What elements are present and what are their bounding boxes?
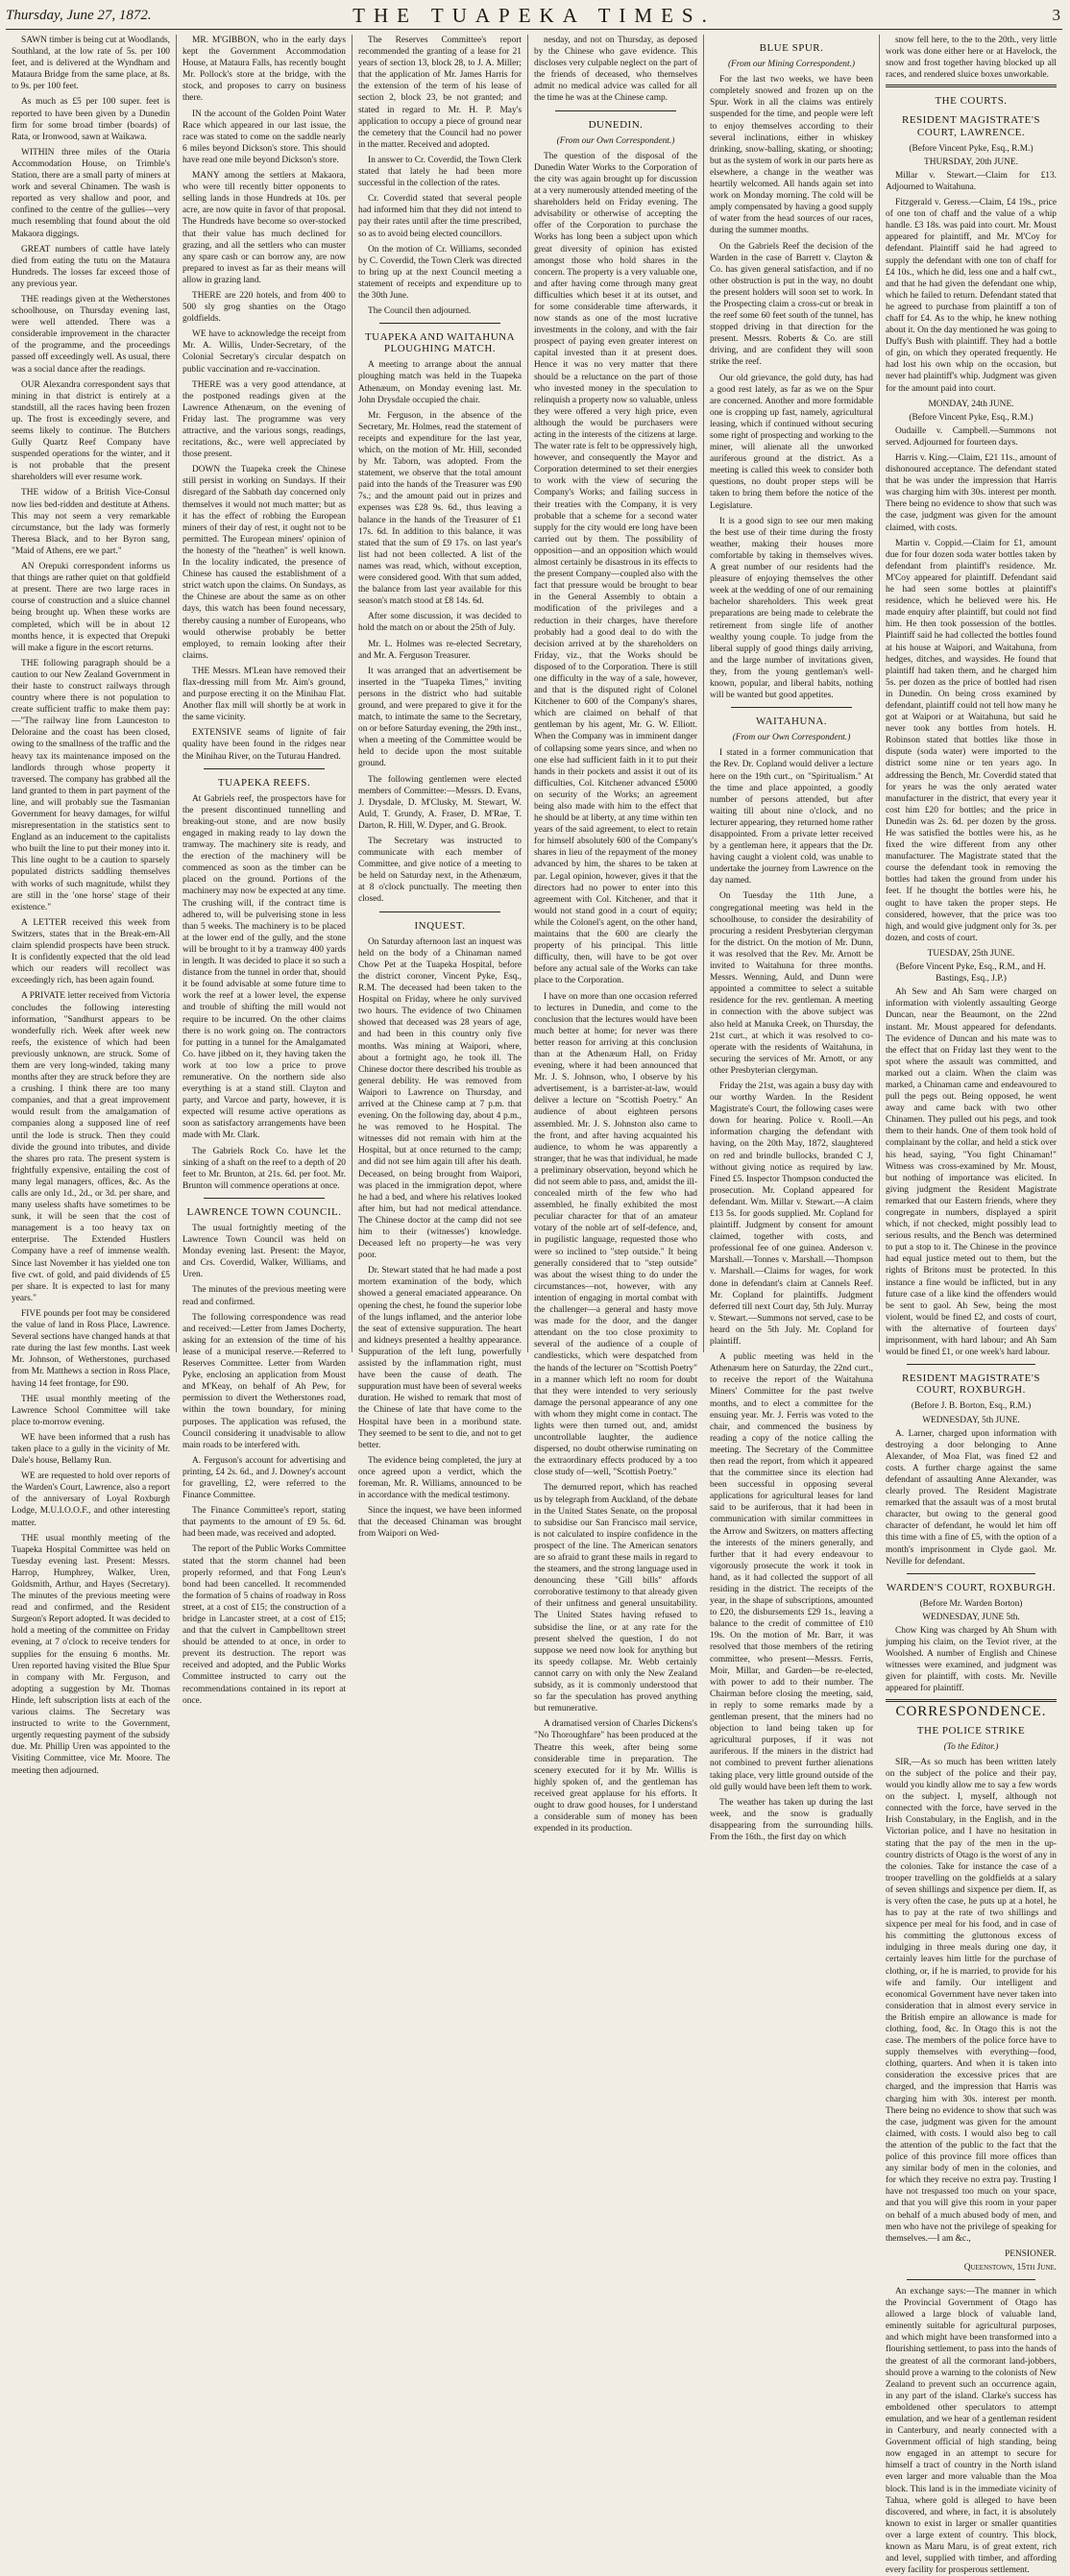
section-divider [204,768,325,769]
section-heading-reefs: TUAPEKA REEFS. [217,776,311,789]
section-heading-waitahuna: WAITAHUNA. [755,716,828,728]
letter-title: THE POLICE STRIKE [916,1724,1026,1737]
paragraph: nesday, and not on Thursday, as deposed by the Chinese who gave evidence. This discloses very culpable neglect on the part of the friends of deceased, who themselves admit no medical advice was called for all the time he was at the Chinese camp. [534,36,697,104]
paragraph: WE have to acknowledge the receipt from Mr. A. Willis, Under-Secretary, of the Colonial Secretary's circular despatch on public vaccination and re-vaccination. [182,329,346,375]
paragraph: An exchange says:—The manner in which the Provincial Government of Otago has allowed a large block of valuable land, eminently suitable for agricultural purposes, and which might have been transformed into a flourishing settlement, to pass into the hands of the greatest of all the cormorant land-jobbers, should prove a warning to the colonists of New Zealand to prevent such an occurrence again, in any part of the island. Clarke's success has emboldened other speculators to attempt emulation, and we hear of a gentleman resident in Canterbury, and nearly connected with a Government official of high standing, being now engaged in an attempt to secure for himself a tract of country in the North island even larger and more valuable than the Moa block. This land is in the immediate vicinity of Tahua, where gold is alleged to have been discovered, and where, in fact, it is absolutely known to exist in larger or smaller quantities over a large extent of country. This block, known as Maru Maru, is of great extent, rich and level, supplied with timber, and affording every facility for prosperous settlement. [886,2286,1057,2576]
article-reefs [182,793,346,1192]
paragraph: Martin v. Coppid.—Claim for £1, amount due for four dozen soda water bottles taken by defendant from plaintiff's residence. Mr. M'Coy appeared for plaintiff. Defendant said he had seen some bottles at plaintiff's residence, which he believed were his. He made enquiry after plaintiff, but could not find him. He then took possession of the bottles. Plaintiff said he had collected the bottles found at his house at Waipori, and Waitahuna, from hedges, ditches, and waysides. He found that plaintiff had taken them, and he charged him 5s. per dozen as the price of bottled had risen in Dunedin. On being cross examined by defendant, plaintiff could not tell how many he got at Waipori or at Waitahuna, but said he never took any bottles from hotels. H. Robinson stated that bottles like those in dispute (soda water) were imported to the district some nine or ten years ago. In addressing the Bench, Mr. Coverdid stated that for years he was the only aerated water manufacturer in the district, that every year it cost him £20 for bottles; and the price in Dunedin was 2s. 6d. per dozen by the gross. He was satisfied the bottles were his, as he fixed the wire different from any other manufacturer. The Magistrate stated that the course the defendant took in removing the bottles had taken the ground from under his feet. If he thought the bottles were his, he ought to have taken the proper steps. He considered, however, that the price was too high, and would give judgment only for 3s. per dozen, and costs of court. [886,538,1057,943]
court-cases [886,170,1057,395]
section-heading-council: LAWRENCE TOWN COUNCIL. [186,1205,342,1218]
section-divider [886,1699,1057,1702]
paragraph: Harris v. King.—Claim, £21 11s., amount of dishonoured acceptance. The defendant stated that he was under the impression that Harris was charging him with 30s. interest per month. There being no evidence to show that such was the case, judgment was given for the amount claimed, with costs. [886,453,1057,533]
paragraph: The Reserves Committee's report recommended the granting of a lease for 21 years of section 13, block 28, to J. A. Miller; that the application of Mr. James Harris for the extension of the term of his lease of section 2, block 23, be not granted; and stated in regard to Mr. H. P. May's application to occupy a piece of ground near the cemetery that the Council had no power in the matter. Received and adopted. [358,36,522,150]
section-heading-blue-spur: BLUE SPUR. [759,42,824,54]
article-dunedin [534,151,697,1835]
article-waitahuna [710,747,873,1843]
article-waitahuna-continued [886,35,1057,81]
byline-waitahuna: (From our Own Correspondent.) [732,733,851,743]
byline-dunedin: (From our Own Correspondent.) [556,135,675,146]
paragraph: THERE was a very good attendance, at the postponed readings given at the Lawrence Athenæum, on the evening of Friday last. The programme was very attractive, and the various songs, readings, recitations, &c., were well appreciated by those present. [182,379,346,460]
court-bench: (Before Vincent Pyke, Esq., R.M.) [909,143,1034,154]
court-date: WEDNESDAY, JUNE 5th. [922,1612,1020,1622]
paragraph: The usual fortnightly meeting of the Lawrence Town Council was held on Monday evening last. Present: the Mayor, and Crs. Coverdid, Walker, Williams, and Uren. [182,1224,346,1280]
court-heading-warden: WARDEN'S COURT, ROXBURGH. [886,1581,1057,1593]
paragraph: THE usual monthly meeting of the Tuapeka Hospital Committee was held on Tuesday evening last. Present: Messrs. Harrop, Humphrey, Walker, Uren, Goldsmith, Arthur, and Hayes (Secretary). The minutes of the previous meeting were read and confirmed, and the Resident Surgeon's Report adopted. It was decided to hold a meeting of the committee on Friday evening, at 7 o'clock to receive tenders for supplies for the ensuing 6 months. Mr. Uren reported having visited the Blue Spur in company with Mr. Ferguson, and adopting a suggestion by Mr. Thomas Hinde, left subscription lists at each of the various claims. The Secretary was instructed to write to the Government, urgently requesting payment of the subsidy due. Mr. Phillip Uren was appointed to the Visiting Committee, vice Mr. Moore. The meeting then adjourned. [12,1533,170,1776]
letter-place-date: Queenstown, 15th June. [963,2262,1057,2272]
paragraph: A. Ferguson's account for advertising and printing, £4 2s. 6d., and J. Downey's account for gravelling, £2, were referred to the Finance Committee. [182,1455,346,1501]
news-items [182,35,346,763]
court-cases [886,986,1057,1358]
paragraph: The weather has taken up during the last week, and the snow is gradually disappearing from the surrounding hills. From the 16th., the first day on which [710,1797,873,1842]
byline-blue-spur: (From our Mining Correspondent.) [727,60,856,70]
court-date: THURSDAY, 20th JUNE. [924,157,1018,167]
paragraph: On the motion of Cr. Williams, seconded by C. Coverdid, the Town Clerk was directed to bring up at the next Council meeting a statement of receipts and expenditure up to the 30th June. [358,244,522,301]
paragraph: Mr. Ferguson, in the absence of the Secretary, Mr. Holmes, read the statement of receipts and expenditure for the last year, which, on the motion of Mr. Hill, seconded by Mr. Taborn, was adopted. From the statement, we observe that the total amount paid into the hands of the Treasurer was £90 7s.; and the amount paid out in prizes and expenses was £28 9s. 6d., thus leaving a balance in the hands of the Treasurer of £1 17s. 6d. In addition to this balance, it was stated that the sum of £9 17s. on last year's list had not been collected. A list of the names was read, which, without exception, were considered good. With that sum added, the balance from last year available for this season's match stood at £8 14s. 6d. [358,410,522,607]
paragraph: IN the account of the Golden Point Water Race which appeared in our last issue, the race was stated to come on the saddle nearly 6 miles beyond Dickson's store. This should have read one mile beyond Dickson's store. [182,109,346,165]
paragraph: WE have been informed that a rush has taken place to a gully in the vicinity of Mr. Dale's house, Bellamy Run. [12,1432,170,1467]
paragraph: The Gabriels Rock Co. have let the sinking of a shaft on the reef to a depth of 20 feet to Mr. Brunton, at 21s. 6d. per foot. Mr. Brunton will commence operations at once. [182,1146,346,1191]
court-bench: (Before Vincent Pyke, Esq., R.M.) [909,412,1034,423]
paragraph: WITHIN three miles of the Otaria Accommodation House, on Trimble's Station, there are a small party of miners at work and several Chinamen. The wash is reported as very shallow and poor, and confined to the centre of the gullies—very much resembling that found about the old Makaora diggings. [12,147,170,239]
column-5 [704,35,880,1842]
court-date: TUESDAY, 25th JUNE. [927,948,1015,959]
paragraph: The following correspondence was read and received:—Letter from James Docherty, asking for an extension of the time of his lease of a municipal reserve.—Referred to Reserves Committee. Letter from Warden Pyke, enclosing an application from Moust and M'Keay, on behalf of Ah Pew, for permission to divert the Wetherstones road, within the town boundary, for mining purposes. The application was refused, the Council considering it unadvisable to allow main roads to be interfered with. [182,1312,346,1450]
section-divider [555,110,676,111]
column-4 [528,35,704,1835]
page-number: 3 [1052,6,1060,24]
paragraph: At Gabriels reef, the prospectors have for the present discontinued tunnelling and breaking-out stone, and are now busily engaged in making ready to lay down the tramway. The machinery site is ready, and the erection of the machinery will be commenced as soon as the timber can be placed on the ground. Portions of the machinery may now be expected at any time. The crushing will, if the contract time is adhered to, will be pulverising stone in less than 5 weeks. The machinery is to be placed at the lower end of the gully, and the stone will be brought to it by a tramway 400 yards in length. It was decided to place it so such a distance from the tunnel in order that, should it be found advisable at some future time to work the reef at a lower level, the expense and trouble of shifting the mill would not require to be incurred. On the other claims there is no work going on. The contractors for putting in a tunnel for the Amalgamated Co. have jibbed on it, they having taken the work at too low a price to prove remunerative. On the northern side also everything is at a stand still. Clayton and party, and Varcoe and party, however, it is expected will resume active operations as soon as satisfactory arrangements have been made with Mr. Clark. [182,793,346,1141]
newspaper-title: THE TUAPEKA TIMES. [353,4,716,27]
paragraph: Millar v. Stewart.—Claim for £13. Adjourned to Waitahuna. [886,170,1057,192]
paragraph: The question of the disposal of the Dunedin Water Works to the Corporation of the city was again brought up for discussion at a very numerously attended meeting of the shareholders held on Friday evening. The advisability or otherwise of accepting the offer of the Corporation to purchase the Works has long been a subject upon which great diversity of opinion has existed amongst those who hold shares in the concern. The property is a very valuable one, and after having come through many great difficulties which beset it at its outset, and for some considerable time afterwards, it now stands as one of the most lucrative investments in the colony, and with the fair prospect of paying even greater interest on capital invested than it at present does. Hence it was no very matter that there should be a reluctance on the part of those who invested money in the speculation to relinquish a property now so valuable, unless they were offered a very high price, even although the would be purchasers were acting in the interests of the citizens at large. The water rate is felt to be oppressively high, however, and consequently the Mayor and Corporation determined to set their energies to work with the view of securing the Company's Works; and failing success in their treaties with the Company, it is very probable that a scheme for a second water supply for the city would ere long have been carried out by them. The possibility of opposition—and an opposition which would almost certainly be disastrous in its effects to the present Company—coupled also with the fact that pressure would be brought to bear in the General Assembly to obtain a modification of the privileges and a reduction in their charges, have therefore probably had a good deal to do with the decision arrived at by the shareholders on Friday, viz., that the Works should be disposed of to the Corporation. There is still one difficulty in the way of a sale, however, and that is the disputed right of Colonel Kitchener to 600 of the Company's shares, which are claimed on behalf of that gentleman by his agent, Mr. G. W. Elliott. When the Company was in imminent danger of collapsing some years since, and when no one else had sufficient faith in it to put their hands in their pockets and assist it out of its difficulties, Col. Kitchener advanced £5000 on security of the Works; an agreement being also made with him to the effect that he should be at liberty, at any time within ten years of the said agreement, to elect to retain for himself absolutely 600 of the Company's shares in lieu of the repayment of the money advanced by him, the shares to be taken at par. Legal opinion, however, gives it that the directors had no power to enter into this agreement with Col. Kitchener, and that it would not stand good in a court of equity; while the Colonel's agent, on the other hand, maintains that the 600 are clearly the property of his principal. This little difficulty, then, will have to be got over before any actual sale of the Works can take place to the Corporation. [534,151,697,986]
paragraph: WE are requested to hold over reports of the Warden's Court, Lawrence, also a report of the anniversary of Loyal Roxburgh Lodge, M.U.I.O.O.F., and other interesting matter. [12,1471,170,1528]
paragraph: SIR,—As so much has been written lately on the subject of the police and their pay, would you kindly allow me to say a few words on the subject. I, myself, although not connected with the force, have served in the Irish Constabulary, in the English, and in the Victorian police, and I have no hesitation in stating that the pay of the men in the up-country districts of Otago is the worst of any in the colonies. Take for instance the case of a trooper travelling on the goldfields at a salary of seven shillings and sixpence per diem. If, as is very often the case, he puts up at a hotel, he has to pay at the rate of two shillings and sixpence per meal for his food, and in case of his committing the gluttonous excess of indulging in three meals during one day, it certainly leaves him little for the purchase of clothing, or, if he is married, to provide for his wife and family. Our intelligent and economical Government have never taken into consideration that in almost every service in the British empire an allowance is made for clothing, food, &c. In Otago this is not the case. The members of the police force have to supply themselves with everything—food, clothing, quarters. And when it is taken into consideration the excessive prices that are charged, and the impression that Harris was charging him with 30s. interest per month. There being no evidence to show that such was the case, judgment was given for the amount claimed, with costs. I would also beg to call the attention of the public to the fact that the police of this province fill more offices than any similar body of men in the colonies, and for which they receive no extra pay. Trusting I have not trespassed too much on your space, and that you will give this room in your paper on behalf of a much abused body of men, and men who have not the privilege of speaking for themselves.—I am &c., [886,1757,1057,2244]
court-cases [886,1625,1057,1695]
paragraph: Fitzgerald v. Geress.—Claim, £4 19s., price of one ton of chaff and the value of a whip handle. £3 18s. was paid into court. Mr. Moust appeared for plaintiff, and Mr. M'Coy for defendant. Plaintiff said he had agreed to supply the defendant with one ton of chaff for £4 10s., which he did, less one and a half cwt., and that he had given the defendant one whip, which he failed to return. Defendant stated that he agreed to purchase from plaintiff a ton of chaff for £4. As to the whip, he knew nothing about it. On the day mentioned he was going to Duffy's Bush with plaintiff. They had a bottle of gin, on which they operated frequently. He had lost his own whip on the occasion, but never had plaintiff's whip. Judgment was given for the amount paid into court. [886,198,1057,394]
section-heading-courts: THE COURTS. [935,95,1008,108]
section-heading-ploughing-match: TUAPEKA AND WAITAHUNA PLOUGHING MATCH. [364,331,516,355]
section-divider [731,707,852,708]
column-6 [880,35,1062,2576]
paragraph: A. Larner, charged upon information with destroying a door belonging to Anne Alexander, of Moa Flat, was fined £2 and costs. A further charge against the same defendant of assaulting Anne Alexander, was clearly proved. The Resident Magistrate remarked that the assault was of a most brutal character, but owing to the general good character of defendant, he would let him off this time with a fine of £5, with the option of a month's imprisonment in Clyde gaol. Mr. Neville for defendant. [886,1428,1057,1567]
article-inquest-continued [534,35,697,105]
letter-body [886,1757,1057,2245]
paragraph: Chow King was charged by Ah Shum with jumping his claim, on the Teviot river, at the Woolshed. A number of English and Chinese witnesses were examined, and judgment was given for plaintiff, with costs. Mr. Neville appeared for plaintiff. [886,1626,1057,1694]
paragraph: THE Messrs. M'Lean have removed their flax-dressing mill from Mr. Aim's ground, and purpose erecting it on the Minihau Flat. Another flax mill will shortly be at work in the same vicinity. [182,666,346,723]
paragraph: GREAT numbers of cattle have lately died from eating the tutu on the Mataura Hundreds. The losses far exceed those of any previous year. [12,244,170,289]
article-blue-spur [710,74,873,701]
letter-signature: PENSIONER. [1005,2248,1057,2259]
paragraph: A LETTER received this week from Switzers, states that in the Break-em-All claim splendid prospects have been struck. It is confidently expected that the old lead which our readers will recollect was exceedingly rich, has been again found. [12,917,170,986]
section-divider [907,2279,1035,2280]
section-divider [379,323,500,324]
article-exchange [886,2286,1057,2576]
court-bench: (Before Mr. Warden Borton) [919,1598,1023,1609]
paragraph: THE widow of a British Vice-Consul now lies bed-ridden and destitute at Athens. This may not seem a very remarkable circumstance, but the lady was formerly Theresa Black, and to her Byron sang, "Maid of Athens, ere we part." [12,488,170,556]
paragraph: Ah Sew and Ah Sam were charged on information with violently assaulting George Duncan, near the Beaumont, on the 22nd instant. Mr. Moust appeared for defendants. The evidence of Duncan and his mate was to the effect that on Friday last they went to the spot where the assault was committed, and marked out a claim. When the claim was marked, a Chinaman came and endeavoured to pull the pegs out. Being opposed, he went away and came back with two other Chinamen. They pulled out his pegs, and took them to their hands. One of them took hold of complainant by the collar, and held a stick over his head, saying, "You fight Chinaman!" Witness was cross-examined by Mr. Moust, but nothing of importance was elicited. In giving judgment the Resident Magistrate remarked that our Eastern friends, where they congregate in numbers, displayed a spirit which, if not checked, might possibly lead to serious results, and the Bench was determined to put a stop to it. The Chinese in the province had equal justice meted out to them, but the rights of Britons must be protected. In this instance a fine would be inflicted, but in any future case of a like kind the offenders would be sent to gaol. Ah Sew, being the most violent, would be fined £2, and costs of court, with the alternative of fourteen days' imprisonment, with hard labour; and Ah Sam would be fined £1, or one week's hard labour. [886,987,1057,1358]
paragraph: On Tuesday the 11th June, a congregational meeting was held in the schoolhouse, to consider the desirability of procuring a resident Presbyterian clergyman for the district. On the motion of Mr. Dunn, it was resolved that the Rev. Mr. Arnott be invited to Waitahuna for three months. Messrs. Wenning, Auld, and Dunn were appointed a committee to select a suitable residence for the rev. gentleman. A meeting in connection with the above subject was also held at Manuka Creek, on Thursday, the 21st curt., at which it was resolved to co-operate with the residents of Waitahuna, in securing the services of Mr. Arnott, or any other Presbyterian clergyman. [710,891,873,1076]
paragraph: I stated in a former communication that the Rev. Dr. Copland would deliver a lecture here on the 19th curt., on "Spiritualism." At the time and place appointed, a goodly number of persons attended, but after waiting till about nine o'clock, and no lecturer appearing, they returned home rather disappointed. From a private letter received by a gentleman here, it appears that the Dr. having caught a violent cold, was unable to undertake the journey from Lawrence on the day named. [710,748,873,887]
section-divider [379,911,500,912]
paragraph: In answer to Cr. Coverdid, the Town Clerk stated that lately he had been more successful in the collection of the rates. [358,155,522,189]
court-bench: (Before J. B. Borton, Esq., R.M.) [911,1401,1032,1412]
newspaper-columns [6,35,1062,2576]
issue-date: Thursday, June 27, 1872. [6,8,152,23]
paragraph: Mr. L. Holmes was re-elected Secretary, and Mr. A. Ferguson Treasurer. [358,639,522,661]
paragraph: DOWN the Tuapeka creek the Chinese still persist in working on Sundays. If their disregard of the Sabbath day concerned only themselves it would not much matter; but as it has the effect of robbing the European miners of their day of rest, it ought not to be permitted. The European miners' opinion of the honesty of the "heathen" is well known. In the locality indicated, the presence of Chinese has caused the establishment of a strict watch upon the claims. On Sundays, as the Chinese are about the same as on other days, this watch has been found necessary, thereby causing a number of Europeans, who would otherwise probably be better employed, to remain looking after their claims. [182,465,346,661]
paragraph: Since the inquest, we have been informed that the deceased Chinaman was brought from Waipori on Wed- [358,1506,522,1540]
section-divider [907,1364,1035,1365]
paragraph: AN Orepuki correspondent informs us that things are rather quiet on that goldfield at present. There are two large races in course of construction and a sluice channel being brought up. When these works are completed, which will be in about 12 months hence, it is expected that Orepuki will make a figure in the escort returns. [12,562,170,653]
paragraph: It was arranged that an advertisement be inserted in the "Tuapeka Times," inviting persons in the district who had suitable ground, and were prepared to give it for the match, to intimate the same to the Secretary, on or before Saturday evening, the 29th inst., when a meeting of the Committee would be held to decide upon the most suitable ground. [358,666,522,769]
paragraph: Cr. Coverdid stated that several people had informed him that they did not intend to pay their rates until after the time prescribed, so as to avoid being elected councillors. [358,194,522,239]
court-heading-roxburgh: RESIDENT MAGISTRATE'S COURT, ROXBURGH. [902,1373,1040,1397]
court-bench: (Before Vincent Pyke, Esq., R.M., and H. Bastings, Esq., J.P.) [896,962,1046,984]
paragraph: For the last two weeks, we have been completely snowed and frozen up on the Spur. Work in all the claims was entirely suspended for the time, and people were left to enjoy themselves according to their several inclinations, either in whiskey drinking, snow-balling, skating, or shooting; but as the system of work in our parts here as elsewhere, a change in the weather was heartily welcomed. All hands again set into work on Monday morning. The cold will be amply compensated by having a good supply of water from the head sources of our races, during the summer months. [710,75,873,236]
article-council-continued [358,35,522,317]
paragraph: THERE are 220 hotels, and from 400 to 500 sly grog shanties on the Otago goldfields. [182,290,346,325]
masthead [6,2,1062,30]
news-items [12,35,170,1777]
court-date: WEDNESDAY, 5th JUNE. [922,1415,1020,1425]
court-cases [886,425,1057,944]
paragraph: I have on more than one occasion referred to lectures in Dunedin, and come to the conclusion that the lectures would have been much better at home; for never was there better reason for arriving at this conclusion than at the Athenæum Hall, on Friday evening, where it had been announced that Mr. J. S. Johnson, who, I observe by his advertisement, is a barrister-at-law, would deliver a lecture on "Scottish Poetry." An audience of about eighteen persons assembled. Mr. J. S. Johnston also came to the front, and after having acquainted his audience, to whom he was apparently a stranger, that he was that individual, he made a preliminary observation, beyond which he did not seem able to pass, and, amidst the ill-concealed mirth of the few who had assembled, he finally exhibited the most peculiar character for that of an amateur votary of the noble art of self-defence, and, in pugilistic language, requested those who were so inclined to "step outside." It being generally considered that to "step outside" was about the wisest thing to do under the circumstances—not, however, with any intention of engaging in mortal combat with the challenger—a general and hasty move was made for the door, and the danger attendant on the too close proximity to several of the audience of a couple of candlesticks, which were despatched from the hands of the lecturer on "Scottish Poetry" in a manner which left no room for doubt that they were intended to very seriously damage the personal appearance of any one with whom they might come in contact. The lights were then turned out, and, amidst uncontrollable laughter, the audience dispersed, no doubt otherwise ruminating on the extraordinary effects produced by a too close study of—well, "Scottish Poetry." [534,991,697,1478]
column-3 [353,35,528,1540]
paragraph: The demurred report, which has reached us by telegraph from Auckland, of the debate in the United States Senate, on the proposal to subsidise our San Francisco mail service, is not calculated to inspire confidence in the prospect of the line. The American senators are so afraid to grant these mails in regard to the steamers, and the strong language used in denouncing these "Gill bills" affords corroborative testimony to that already given of their unfitness and general unsuitability. The United States having refused to subsidise the line, or at any rate for the present shelved the question, I do not suppose we need now look for anything but its speedy collapse. Mr. Webb certainly cannot carry on with only the New Zealand subsidy, as it is commonly understood that so far the speculation has proved anything but remunerative. [534,1483,697,1714]
paragraph: snow fell here, to the to the 20th., very little work was done either here or at Havelock, the snow and frost together having blocked up all races, and rendered sluice boxes unworkable. [886,36,1057,81]
paragraph: THE following paragraph should be a caution to our New Zealand Government in their haste to construct railways through country where there is not population to create sufficient traffic to make them pay:—"The railway line from Launceston to Deloraine and the coast has been closed, owing to the smallness of the traffic and the heavy tax its maintenance imposed on the landlords through whose property it traversed. The company has grabbed all the land granted to them in part payment of the line, and will probably sue the Tasmanian Government for heavy damages, for wilful misrepresentation in the statistics sent to England as an inducement to the capitalists who built the line to put their money into it. This line ought to be a caution to sparsely populated districts saddling themselves with works of such magnitude, whilst they are still in the 'one horse' stage of their existence." [12,658,170,912]
paragraph: Our old grievance, the gold duty, has had a good rest lately, as far as we on the Spur are concerned. Another and more formidable one is cropping up fast, namely, agricultural leasing, which if continued without securing some right of prospecting and working to the miner, will alienate all the unworked auriferous ground at the district. As a meeting is called this week to consider both questions, no doubt proper steps will be taken to bring them before the notice of the Legislature. [710,373,873,511]
section-heading-dunedin: DUNEDIN. [588,118,644,131]
paragraph: A public meeting was held in the Athenæum here on Saturday, the 22nd curt., to receive the report of the Waitahuna Miners' Committee for the past twelve months, and to elect a committee for the ensuing year. Mr. J. Ferris was voted to the chair, and commenced the business by reading a copy of the notice calling the meeting. The Secretary of the Committee then read the report, from which it appeared that the committee since its election had been successful in opposing several applications for agricultural leases for land said to be auriferous, that it had been in communication with similar committees in the Arrow and Switzers, on matters affecting the interests of the miners generally, and further that it had every endeavour to vigorously prosecute the work it took in hand, as it had collected the support of all residing in the district. The receipts of the year, in the shape of subscriptions, amounted to £20, the disbursements £29 1s., leaving a balance to the credit of committee of £10 19s. On the motion of Mr. Barr, it was resolved that those members of the retiring committee, who present—Messrs. Ferris, Moir, Millar, and Garden—be re-elected, with power to add to their number. The Chairman before closing the meeting, said, in reply to some remarks made by a gentleman present, that the miners had no objection to land being taken up for agricultural purposes, if it was not auriferous. If the miners in the district had not combined to prevent further alienations taking place, very little ground outside of the old gully would have been left them to work. [710,1352,873,1792]
paragraph: A PRIVATE letter received from Victoria concludes the following interesting information, "Sandhurst appears to be wonderfully rich. Week after week new reefs, the existence of which had been previously unknown, are struck. Some of them are very long-winded, taking many months after they are struck before they are a crushing. I think there are too many companies, and that a great improvement would result from the amalgamation of companies along a supposed line of reef until the lode is struck. Then they could divide the ground into tributes, and divide the shares pro rata. The present system is frightfully expensive, entailing the cost of many legal managers, offices, &c. As the calls are only 1d., 2d., or 3d. per share, and many useless shafts have sometimes to be sunk, it will be seen that the cost of management is a too heavy tax on enterprise. The Extended Hustlers Company have a reef of immense wealth. Since last November it has yielded one ton five cwt. of gold, and paid dividends of £5 per share. It is expected to last for many years." [12,991,170,1303]
letter-addressee: (To the Editor.) [943,1741,999,1752]
article-inquest [358,936,522,1541]
paragraph: As much as £5 per 100 super. feet is reported to have been given by a Dunedin firm for some broad timber (boards) of Rata, or Ironwood, sawn at Waikawa. [12,97,170,142]
paragraph: FIVE pounds per foot may be considered the value of land in Ross Place, Lawrence. Several sections have changed hands at that rate during the last few months. Last week Mr. Johnson, of Wetherstones, purchased from Mr. Matthews a section in Ross Place, having 14 feet frontage, for £90. [12,1308,170,1389]
section-divider [907,1573,1035,1574]
paragraph: On Saturday afternoon last an inquest was held on the body of a Chinaman named Chow Pet at the Tuapeka Hospital, before the district coroner, Vincent Pyke, Esq., R.M. The deceased had been taken to the Hospital on Friday, where he only survived two hours. The evidence of two Chinamen showed that deceased was 28 years of age, and had been in this country only five months. Was mining at Waipori, where, about a fortnight ago, he took ill. The Chinese doctor there described his trouble as general debility. He was removed from Waipori to Lawrence on Thursday, and arrived at the Chinese camp at 7 p.m. that evening. On the following day, about 4 p.m., he was removed to he Hospital. The witnesses did not remain with him at the Hospital, but at once returned to the camp; and did not see him again till after his death. Deceased, on being brought from Waipori, was placed in the immigration depot, where he had a bed, and where his relatives looked after him, but had not medical attendance. The Chinese doctor at the camp did not see him to their (witnesses') knowledge. Deceased left no property—he was very poor. [358,936,522,1261]
court-heading-lawrence: RESIDENT MAGISTRATE'S COURT, LAWRENCE. [902,114,1040,138]
paragraph: THE readings given at the Wetherstones schoolhouse, on Thursday evening last, were well attended. There was a considerable improvement in the character of the programme, and the proceedings passed off exceedingly well. As usual, there was a social dance after the readings. [12,294,170,375]
paragraph: After some discussion, it was decided to hold the match on or about the 25th of July. [358,612,522,634]
paragraph: THE usual monthly meeting of the Lawrence School Committee will take place to-morrow evening. [12,1394,170,1427]
column-1 [6,35,177,1776]
article-council [182,1223,346,1707]
paragraph: MR. M'GIBBON, who in the early days kept the Government Accommodation House, at Mataura Falls, has recently bought Mr. Pollock's store at the bridge, with the stock, and proposes to carry on business there. [182,36,346,104]
section-divider [886,85,1057,87]
section-heading-correspondence: CORRESPONDENCE. [895,1703,1047,1719]
paragraph: OUR Alexandra correspondent says that mining in that district is entirely at a standstill, all the races having been frozen up. The frost is exceedingly severe, and seems likely to continue. The Butchers Gully Quartz Reef Company have suspended operations for the winter, and it is not probable that the present shareholders will ever resume work. [12,379,170,483]
court-cases [886,1428,1057,1567]
paragraph: The report of the Public Works Committee stated that the storm channel had been properly reformed, and that Fong Leun's bond had been cancelled. It recommended the formation of 5 chains of roadway in Ross street, at a cost of £15; the construction of a bridge in Lancaster street, at a cost of £15; and that the culvert in Campbelltown street should be attended to at once, in order to prevent its destruction. The report was received and adopted, and the Public Works Committee instructed to carry out the recommendations contained in its report at once. [182,1544,346,1706]
paragraph: EXTENSIVE seams of lignite of fair quality have been found in the ridges near the Minihau River, on the Tuturau Handred. [182,728,346,762]
paragraph: The evidence being completed, the jury at once agreed upon a verdict, which the foreman, Mr. R. Williams, announced to be in accordance with the medical testimony. [358,1455,522,1501]
paragraph: A meeting to arrange about the annual ploughing match was held in the Tuapeka Athenæum, on Monday evening last. Mr. John Drysdale occupied the chair. [358,360,522,405]
paragraph: MANY among the settlers at Makaora, who were till recently bitter opponents to selling lands in those Hundreds at 10s. per acre, are now quite in favor of that proposal. The Hundreds have become so over-stocked that their value has much declined for grazing, and all the settlers who can muster any spare cash or can borrow any, are now prepared to invest as far as their means will allow in grazing land. [182,171,346,285]
paragraph: Friday the 21st, was again a busy day with our worthy Warden. In the Resident Magistrate's Court, the following cases were down for hearing. Police v. Rooll.—An information charging the defendant with having, on the 20th May, 1872, slaughtered on red and brindle bullocks, branded C J, without giving notice as required by law. Fined £5. Inspector Thompson conducted the prosecution. Mr. Copland appeared for defendant. Wm. Millar v. Stewart.—A claim £13 5s. for goods supplied. Mr. Copland for plaintiff. Judgment by consent for amount claimed, together with costs, and professional fee of one guinea. Anderson v. Marshall.—Tonnes v. Marshall.—Thompson v. Marshall.—Claims for wages, for work done in defendant's claim at Cannels Reef. Mr. Copland for plaintiffs. Judgment deferred till next Court day, 5th July. Murray v. Stewart.—Summons not served, case to be heard on the 5th July. Mr. Copland for plaintiff. [710,1081,873,1348]
paragraph: The Finance Committee's report, stating that payments to the amount of £9 5s. 6d. had been made, was received and adopted. [182,1506,346,1540]
court-date: MONDAY, 24th JUNE. [928,399,1014,409]
paragraph: The following gentlemen were elected members of Committee:—Messrs. D. Evans, J. Drysdale, D. M'Clusky, M. Stewart, W. Auld, T. Grundy, A. Fraser, D. M'Rae, T. Darton, R. Hill, W. Dyper, and G. Brook. [358,774,522,831]
paragraph: Oudaille v. Campbell.—Summons not served. Adjourned for fourteen days. [886,425,1057,448]
paragraph: The minutes of the previous meeting were read and confirmed. [182,1285,346,1307]
section-divider [204,1198,325,1199]
paragraph: The Secretary was instructed to communicate with each member of Committee, and give notice of a meeting to be held on Saturday next, in the Athenæum, at 8 o'clock punctually. The meeting then closed. [358,837,522,905]
section-heading-inquest: INQUEST. [414,919,466,932]
paragraph: Dr. Stewart stated that he had made a post mortem examination of the body, which showed a general emaciated appearance. On opening the chest, he found the superior lobe of the lungs inflamed, and the anterior lobe the seat of extensive suppuration. The heart and kidneys presented a healthy appearance. Suppuration of the left lung, powerfully assisted by the inflammation right, must have been the cause of death. The suppuration must have been of several weeks duration. He wished to remark that most of the Chinese of late that have come to the Hospital have been in a moribund state. They seemed to be sent to die, and not to get better. [358,1266,522,1450]
article-ploughing-match [358,359,522,905]
paragraph: The Council then adjourned. [368,306,472,317]
paragraph: On the Gabriels Reef the decision of the Warden in the case of Barrett v. Clayton & Co. has given general satisfaction, and if no other obstruction is put in the way, no doubt the present holders will soon set to work. In the Prospecting claim a cross-cut or break in the reef some 60 feet south of the tunnel, has stopped driving in that direction for the present. Messrs. Roberts & Co. are still driving, and are confident they will soon strike the reef. [710,241,873,368]
column-2 [177,35,353,1706]
paragraph: It is a good sign to see our men making the best use of their time during the frosty weather, making their houses more comfortable by taking in themselves wives. A great number of our residents had the pleasure of enjoying themselves the other week at the wedding of one of our remaining bachelor shareholders. This week great preparations are being made to celebrate the retirement from single life of another wealthy young couple. To judge from the liberal supply of good things daily arriving, and the large number of invitations given, they, from the young gentleman's well-known, popular, and liberal habits, nothing will be wanted but good appetites. [710,516,873,701]
paragraph: A dramatised version of Charles Dickens's "No Thoroughfare" has been produced at the Theatre this week, after being some considerable time in preparation. The scenery executed for it by Mr. Willis is highly spoken of, and the gentleman has received great applause for his efforts. It ought to draw good houses, for I understand a considerable sum of money has been expended in its production. [534,1719,697,1835]
paragraph: SAWN timber is being cut at Woodlands, Southland, at the low rate of 5s. per 100 feet, and is delivered at the Wyndham and Mataura Bridge from the same place, at 8s. to 9s. per 100 feet. [12,36,170,92]
